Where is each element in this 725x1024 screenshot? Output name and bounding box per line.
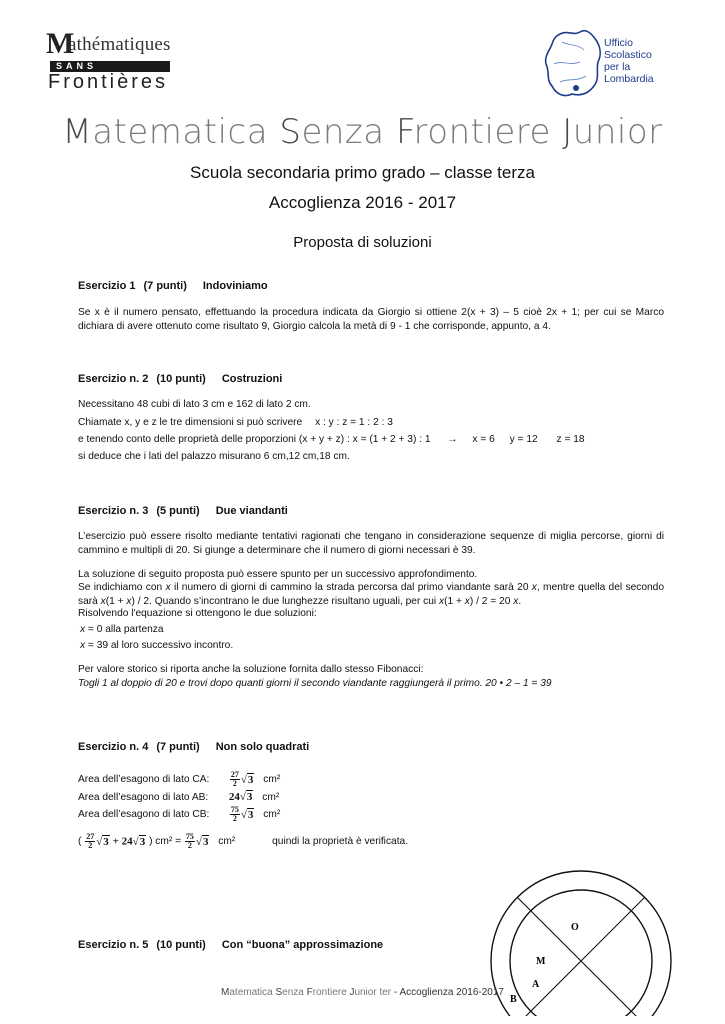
label-o: O	[571, 922, 579, 933]
exercise-1-text: Se x è il numero pensato, effettuando la procedura indicata da Giorgio si ottiene 2(x + 3) – 5 cioè 2x + 1; per cui se Marco dichiara di avere ottenuto come risultato 9, Giorgio calcola la metà di 9 - 1 che corrisponde, appunto, a 4.	[78, 307, 664, 333]
exercise-3-historical-note: Per valore storico si riporta anche la soluzione fornita dallo stesso Fibonacci:	[78, 664, 424, 675]
exercise-2-line-4: si deduce che i lati del palazzo misurano 6 cm,12 cm,18 cm.	[78, 451, 350, 462]
usr-line-1: Ufficio	[604, 37, 633, 49]
label-b: B	[510, 994, 517, 1005]
usr-line-3: per la	[604, 61, 631, 73]
exercise-3-solution-1: x = 0 alla partenza	[80, 624, 164, 635]
school-subtitle: Scuola secondaria primo grado – classe terza	[190, 163, 535, 182]
implies-arrow-icon: →	[447, 434, 458, 445]
document-title: Matematica Senza Frontiere Junior	[62, 112, 663, 152]
exercise-2-line-1: Necessitano 48 cubi di lato 3 cm e 162 di lato 2 cm.	[78, 399, 311, 410]
exercise-3-paragraph-4: Risolvendo l'equazione si ottengono le due soluzioni:	[78, 608, 317, 619]
exercise-4-heading: Esercizio n. 4 (7 punti) Non solo quadrati	[78, 741, 310, 753]
exercise-5-heading: Esercizio n. 5 (10 punti) Con “buona” approssimazione	[78, 939, 384, 951]
msf-logo-band-text: SANS	[56, 61, 98, 71]
exercise-3-heading: Esercizio n. 3 (5 punti) Due viandanti	[78, 505, 288, 517]
exercise-3-paragraph-1: L’esercizio può essere risolto mediante tentativi ragionati che tengano in considerazione sequenze di miglia percorse, giorni di cammino e multipli di 20. Si giunge a determinare che il numero di giorni necessari è 39.	[78, 531, 664, 557]
exercise-1-heading: Esercizio 1 (7 punti) Indoviniamo	[78, 280, 268, 292]
msf-logo-word: athématiques	[68, 34, 171, 55]
exercise-2-line-2: Chiamate x, y e z le tre dimensioni si può scrivere x : y : z = 1 : 2 : 3	[78, 417, 393, 428]
label-m: M	[536, 956, 546, 967]
exercise-2-heading: Esercizio n. 2 (10 punti) Costruzioni	[78, 373, 283, 385]
exercise-4-row-ab: Area dell’esagono di lato AB: 24√3 cm²	[78, 791, 280, 803]
msf-logo-frontieres: Frontières	[48, 71, 169, 93]
exercise-3-fibonacci-solution: Togli 1 al doppio di 20 e trovi dopo quanti giorni il secondo viandante raggiungerà il primo. 20 • 2 – 1 = 39	[78, 678, 552, 689]
event-subtitle: Accoglienza 2016 - 2017	[268, 193, 457, 212]
exercise-4-row-ca: Area dell’esagono di lato CA: $\frac{27}{2}$ √3 cm²	[78, 770, 281, 788]
exercise-3-paragraph-2: La soluzione di seguito proposta può essere spunto per un successivo approfondimento.	[78, 569, 478, 580]
proposal-subtitle: Proposta di soluzioni	[293, 234, 432, 251]
usr-lombardia-logo	[540, 24, 690, 104]
msf-logo	[46, 28, 178, 92]
page-footer: Matematica Senza Frontiere Junior ter - Accoglienza 2016-2017	[221, 987, 504, 998]
exercise-2-line-3: e tenendo conto delle proprietà delle proporzioni (x + y + z) : x = (1 + 2 + 3) : 1 → x = 6 y = 12 z = 18	[78, 434, 585, 445]
usr-line-2: Scolastico	[604, 49, 652, 61]
msf-logo-initial: M	[46, 27, 75, 60]
label-a: A	[532, 979, 540, 990]
exercise-4-sum: ( $\frac{27}{2}$ √3 + 24√3 ) cm² = $\frac{75}{2}$ √3 cm² quindi la proprietà è verificata.	[78, 832, 409, 850]
usr-line-4: Lombardia	[604, 73, 654, 85]
exercise-4-row-cb: Area dell’esagono di lato CB: $\frac{75}{2}$ √3 cm²	[78, 805, 281, 823]
exercise-3-paragraph-3: Se indichiamo con x il numero di giorni di cammino la strada percorsa dal primo viandante sarà 20 x, mentre quella del secondo sarà x(1 + x) / 2. Quando s’incontrano le due lunghezze risultano uguali, per cui x(1 + x) / 2 = 20 x.	[78, 582, 664, 608]
exercise-3-solution-2: x = 39 al loro successivo incontro.	[80, 640, 234, 651]
